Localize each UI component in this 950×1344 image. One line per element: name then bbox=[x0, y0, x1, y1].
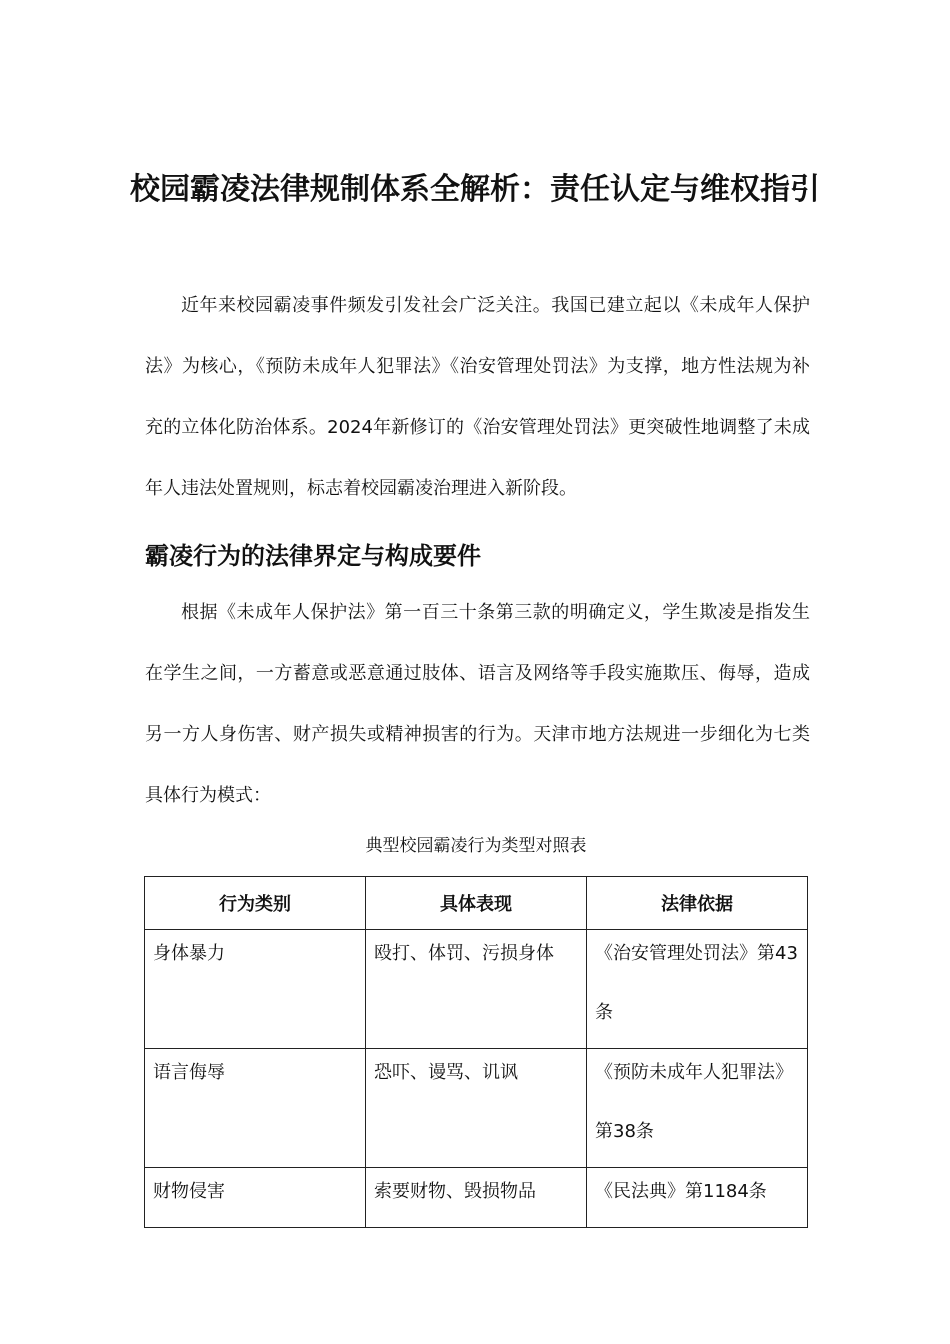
header-legal-basis: 法律依据 bbox=[587, 877, 808, 930]
header-manifestation: 具体表现 bbox=[366, 877, 587, 930]
table-cell: 语言侮辱 bbox=[145, 1049, 366, 1168]
table-header-row bbox=[145, 877, 808, 930]
header-category: 行为类别 bbox=[145, 877, 366, 930]
table-cell: 殴打、体罚、污损身体 bbox=[366, 930, 587, 1049]
bullying-types-table bbox=[144, 876, 808, 1228]
table-cell: 索要财物、毁损物品 bbox=[366, 1168, 587, 1228]
table-caption: 典型校园霸凌行为类型对照表 bbox=[365, 836, 587, 856]
table-cell: 恐吓、谩骂、讥讽 bbox=[366, 1049, 587, 1168]
document-title: 校园霸凌法律规制体系全解析：责任认定与维权指引 bbox=[130, 172, 820, 207]
table-row bbox=[145, 1168, 808, 1228]
table-cell: 身体暴力 bbox=[145, 930, 366, 1049]
table-cell: 《治安管理处罚法》第43条 bbox=[587, 930, 808, 1049]
table-row bbox=[145, 1049, 808, 1168]
section-body-paragraph: 根据《未成年人保护法》第一百三十条第三款的明确定义，学生欺凌是指发生在学生之间，一方蓄意或恶意通过肢体、语言及网络等手段实施欺压、侮辱，造成另一方人身伤害、财产损失或精神损害的行为。天津市地方法规进一步细化为七类具体行为模式： bbox=[145, 602, 810, 806]
table-cell: 财物侵害 bbox=[145, 1168, 366, 1228]
section-heading: 霸凌行为的法律界定与构成要件 bbox=[145, 542, 481, 570]
intro-paragraph: 近年来校园霸凌事件频发引发社会广泛关注。我国已建立起以《未成年人保护法》为核心，《预防未成年人犯罪法》《治安管理处罚法》为支撑，地方性法规为补充的立体化防治体系。2024年新修订的《治安管理处罚法》更突破性地调整了未成年人违法处置规则，标志着校园霸凌治理进入新阶段。 bbox=[145, 295, 810, 499]
table-cell: 《预防未成年人犯罪法》第38条 bbox=[587, 1049, 808, 1168]
table-row bbox=[145, 930, 808, 1049]
table-cell: 《民法典》第1184条 bbox=[587, 1168, 808, 1228]
